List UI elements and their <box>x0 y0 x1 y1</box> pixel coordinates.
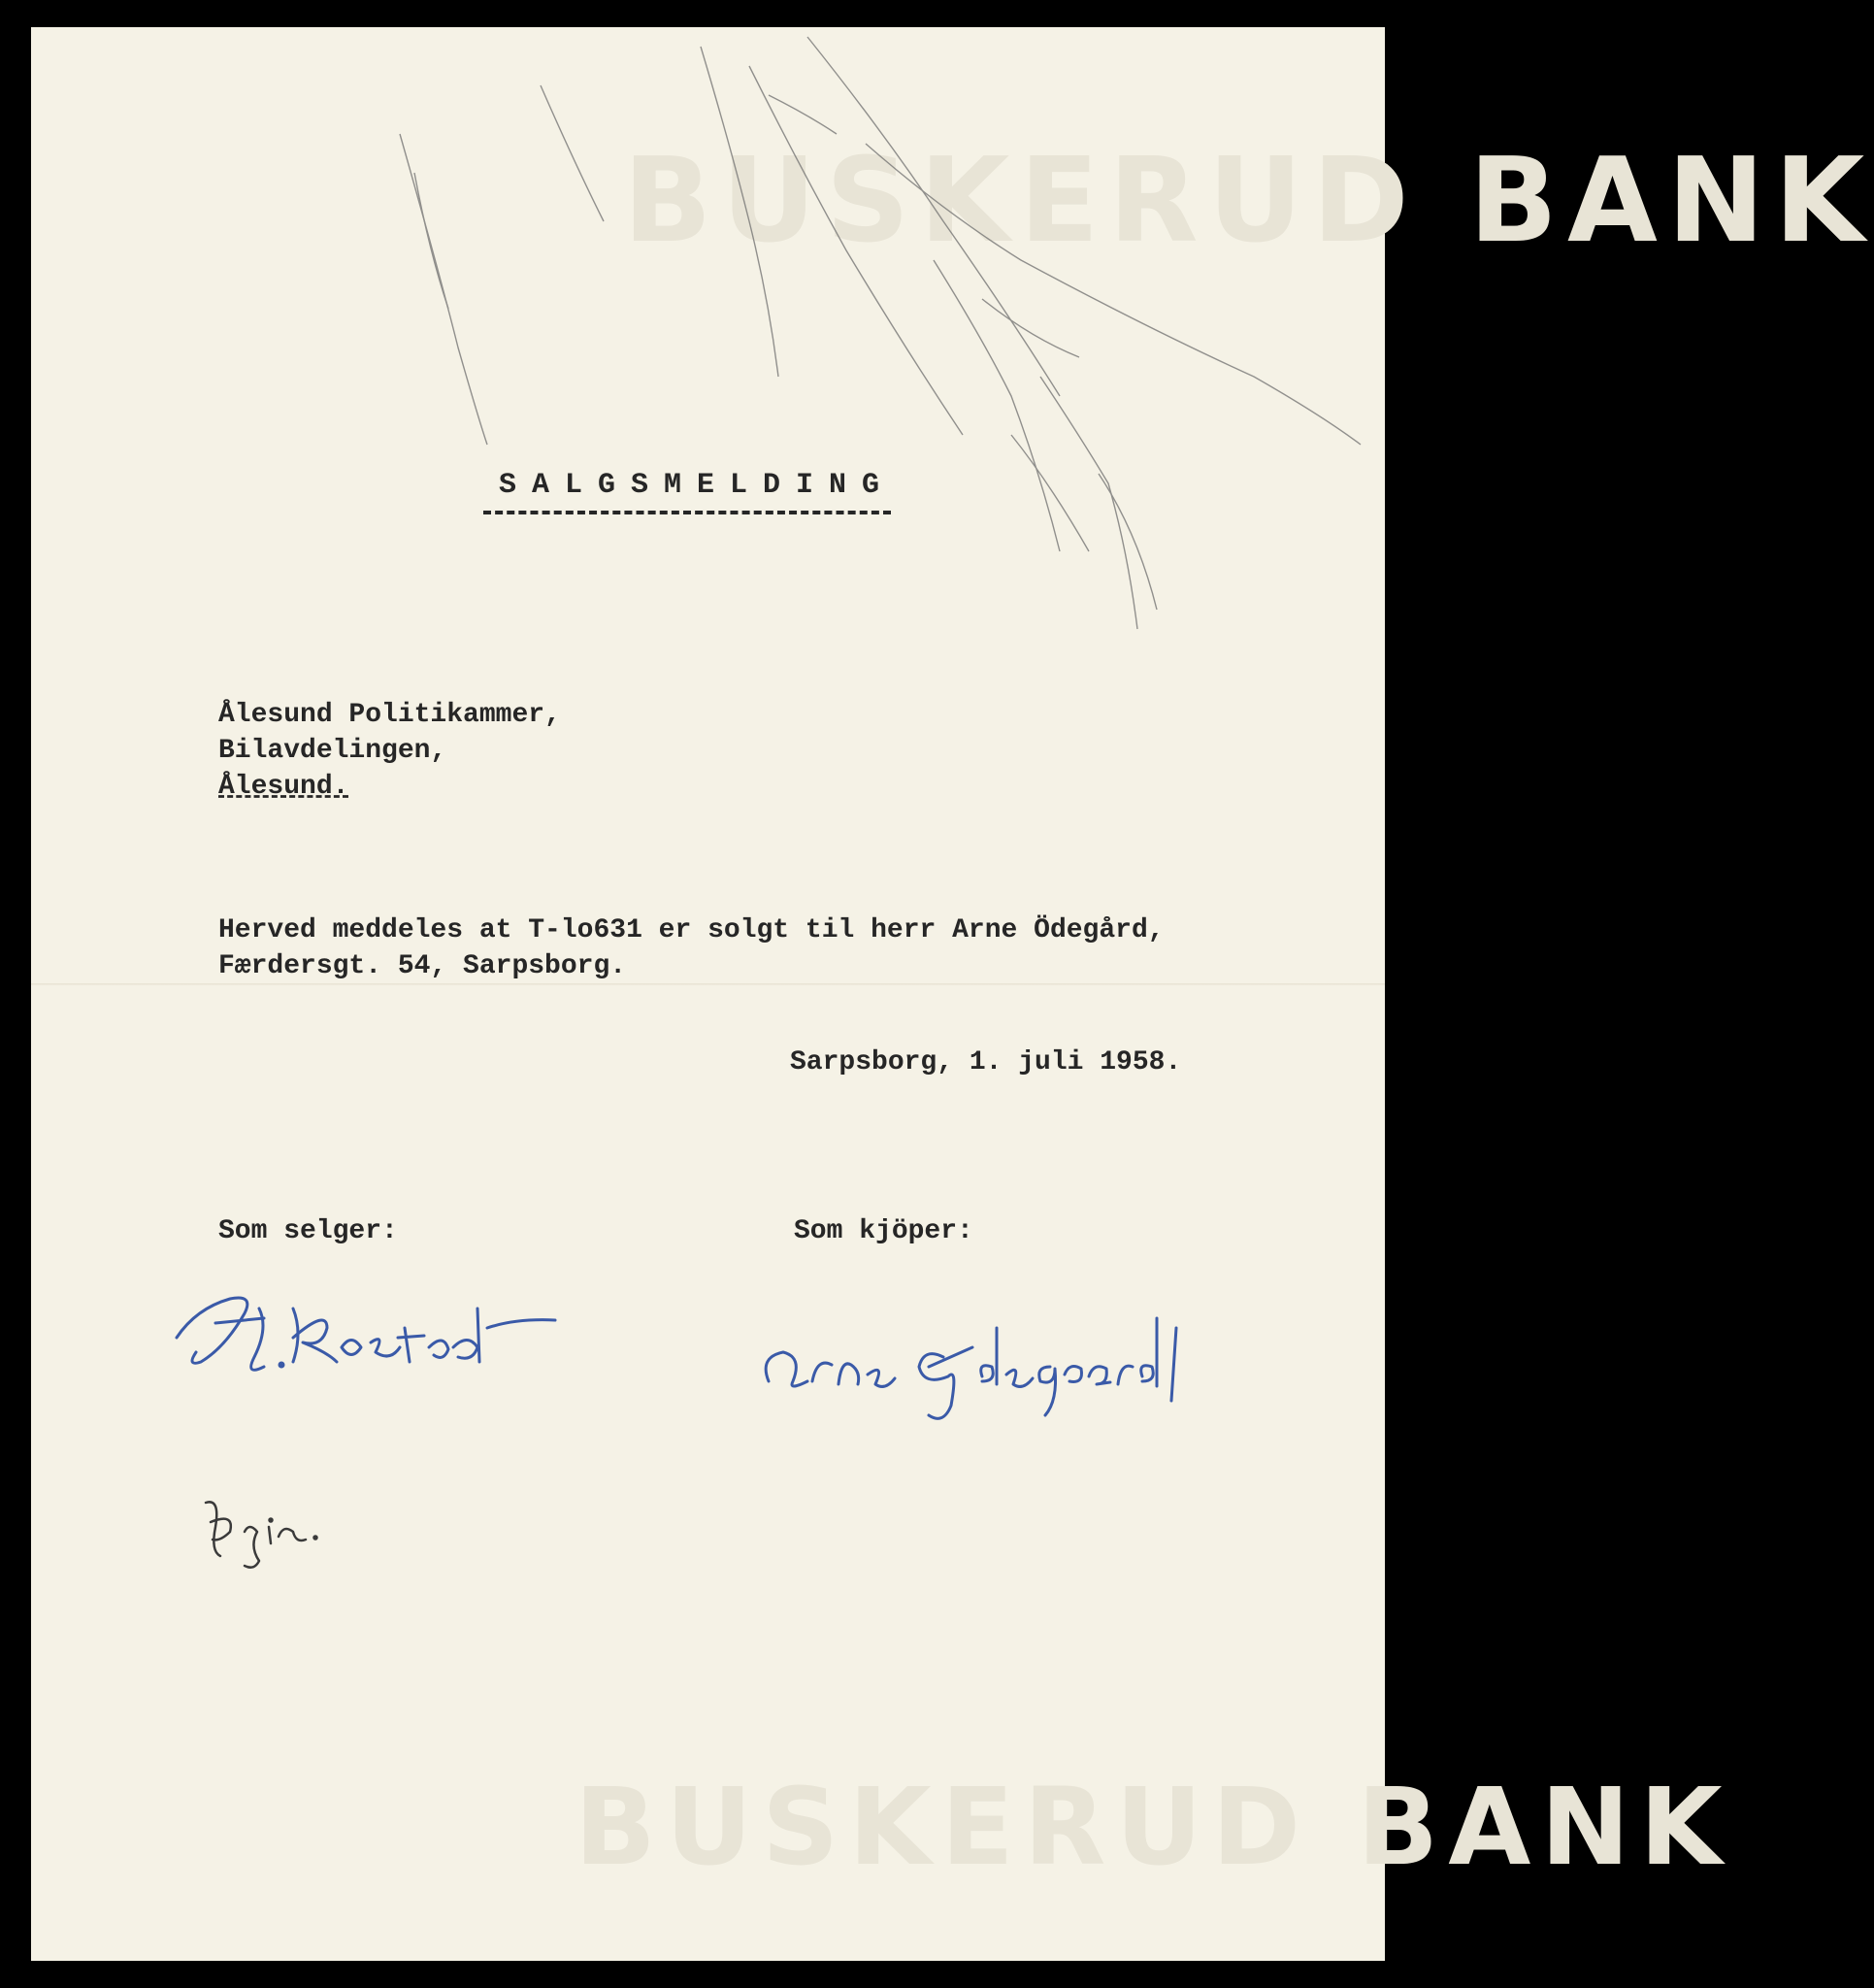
initials-mark <box>191 1483 366 1571</box>
watermark-top: BUSKERUD BANK <box>623 134 1874 269</box>
watermark-bottom: BUSKERUD BANK <box>575 1765 1732 1889</box>
document-page <box>31 27 1874 1961</box>
document-title: SALGSMELDING <box>499 469 896 502</box>
title-underline <box>483 511 891 514</box>
seller-label: Som selger: <box>218 1216 398 1246</box>
recipient-line-3: Ålesund. <box>218 772 349 802</box>
buyer-label: Som kjöper: <box>794 1216 973 1246</box>
recipient-line-2: Bilavdelingen, <box>218 736 447 766</box>
buyer-signature <box>749 1289 1215 1425</box>
body-line-2: Færdersgt. 54, Sarpsborg. <box>218 951 627 981</box>
body-line-1: Herved meddeles at T-lo631 er solgt til herr Arne Ödegård, <box>218 915 1165 945</box>
pencil-scratches <box>31 27 1385 1961</box>
place-date: Sarpsborg, 1. juli 1958. <box>790 1047 1182 1077</box>
recipient-line-1: Ålesund Politikammer, <box>218 700 561 730</box>
seller-signature <box>157 1270 594 1386</box>
